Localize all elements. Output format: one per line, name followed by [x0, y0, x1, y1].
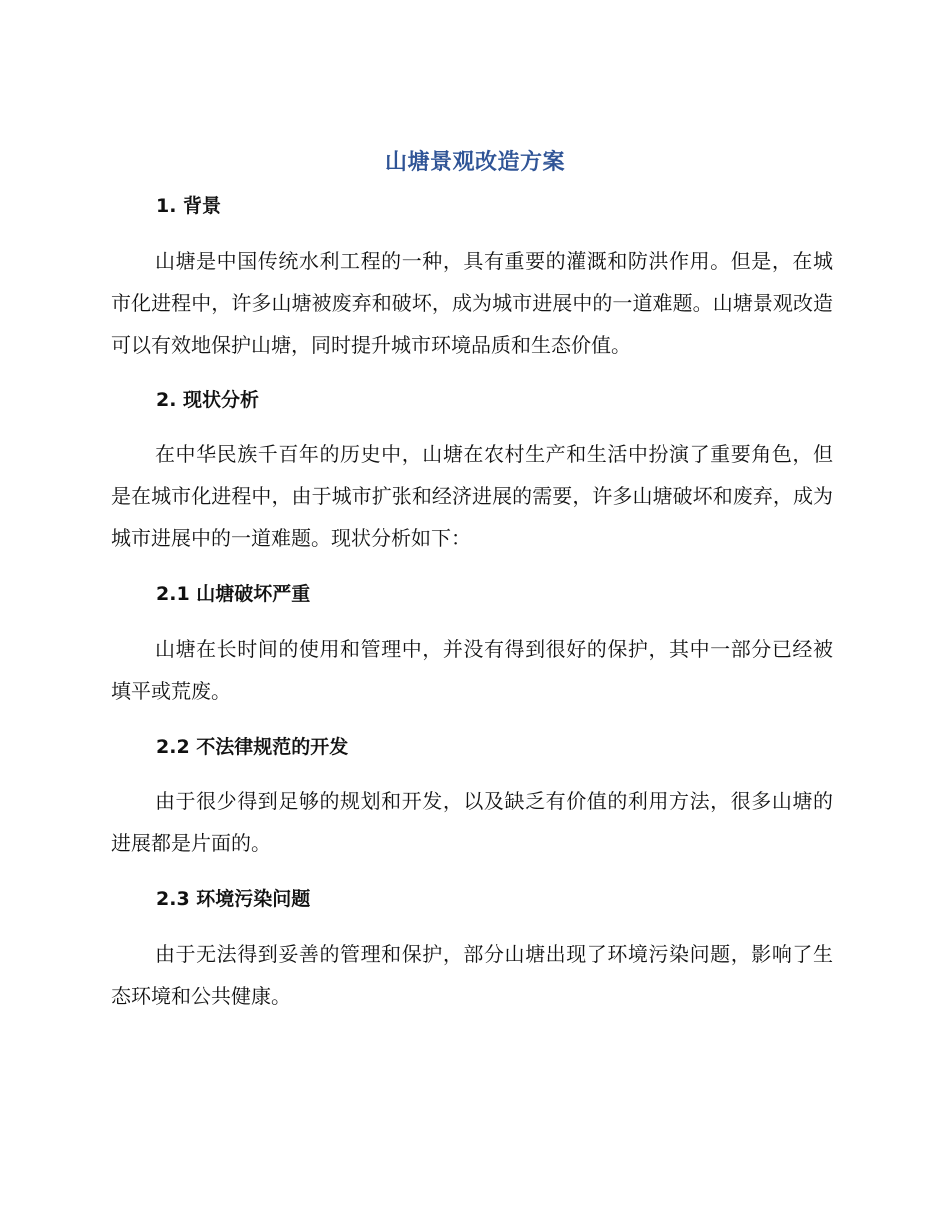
section-heading-2-1: 2.1 山塘破坏严重 — [156, 583, 311, 605]
section-paragraph-2-1: 山塘在长时间的使用和管理中，并没有得到很好的保护，其中一部分已经被填平或荒废。 — [111, 637, 833, 703]
section-paragraph-2-2: 由于很少得到足够的规划和开发，以及缺乏有价值的利用方法，很多山塘的进展都是片面的。 — [111, 789, 833, 855]
section-paragraph-status-analysis: 在中华民族千百年的历史中，山塘在农村生产和生活中扮演了重要角色，但是在城市化进程中，由于城市扩张和经济进展的需要，许多山塘破坏和废弃，成为城市进展中的一道难题。现状分析如下： — [111, 442, 833, 550]
section-heading-status-analysis: 2. 现状分析 — [156, 389, 260, 411]
section-heading-2-2: 2.2 不法律规范的开发 — [156, 736, 349, 758]
section-paragraph-2-3: 由于无法得到妥善的管理和保护，部分山塘出现了环境污染问题，影响了生态环境和公共健康。 — [111, 942, 833, 1008]
section-heading-2-3: 2.3 环境污染问题 — [156, 888, 311, 910]
section-paragraph-background: 山塘是中国传统水利工程的一种，具有重要的灌溉和防洪作用。但是，在城市化进程中，许多山塘被废弃和破坏，成为城市进展中的一道难题。山塘景观改造可以有效地保护山塘，同时提升城市环境品质和生态价值。 — [111, 249, 833, 357]
section-heading-background: 1. 背景 — [156, 195, 222, 217]
document-title: 山塘景观改造方案 — [384, 150, 565, 175]
